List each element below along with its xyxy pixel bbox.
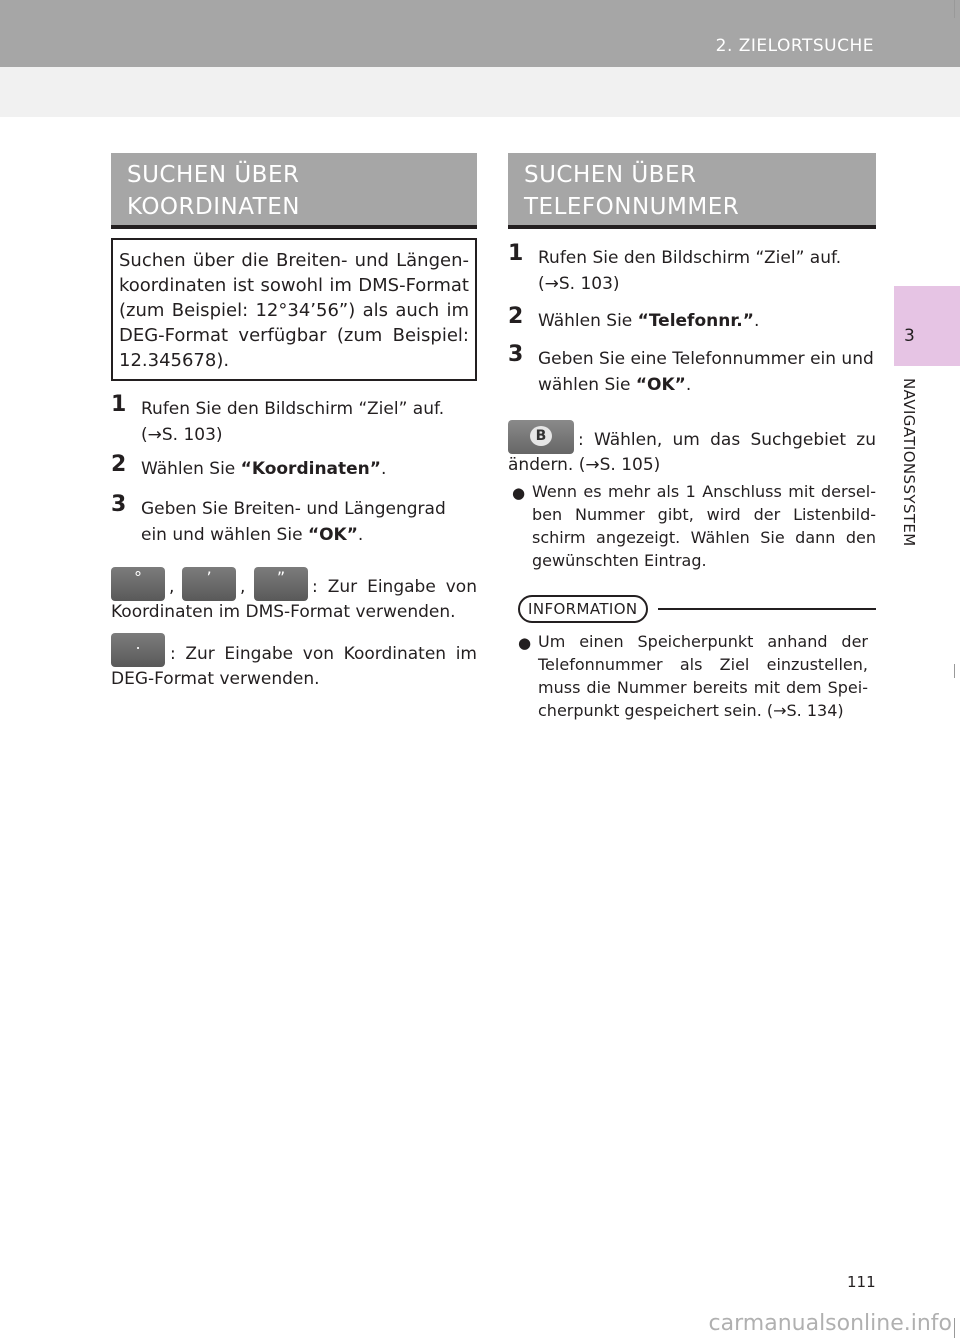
step-text-pre: Geben Sie eine Telefonnummer ein und wählen Sie [538,349,874,395]
watermark: carmanualsonline.info [708,1311,952,1336]
step-text: Rufen Sie den Bildschirm “Ziel” auf. (→S. 103) [141,399,445,445]
crop-mark [954,0,955,18]
search-area-description: : Wählen, um das Suchgebiet zu ändern. (→S. 105) [508,430,876,475]
page-number: 111 [847,1273,876,1291]
step-1-right [508,241,876,297]
step-number: 1 [111,392,127,417]
step-text-bold: “Koordinaten” [240,459,381,479]
step-number: 3 [111,492,127,517]
step-text [141,456,477,482]
chapter-tab[interactable] [894,286,960,366]
step-2-right [508,304,876,336]
chapter-title: 2. ZIELORTSUCHE [715,36,874,56]
step-3-right [508,342,876,398]
crop-mark [954,664,955,678]
step-number: 2 [508,304,524,329]
step-number: 3 [508,342,524,367]
step-text: Rufen Sie den Bildschirm “Ziel” auf. (→S. 103) [538,248,842,294]
button-separator: , [240,577,246,597]
second-button[interactable]: ” [254,567,308,601]
crop-mark [954,1318,955,1338]
step-text-post: . [380,459,387,479]
section-heading-line: SUCHEN ÜBER [524,162,697,188]
info-note [518,630,868,726]
step-number: 2 [111,452,127,477]
step-text-post: . [357,525,364,545]
step-text-pre: Geben Sie Breiten- und Längengrad ein und wählen Sie [141,499,446,545]
step-text-bold: “OK” [307,525,358,545]
section-heading-line: SUCHEN ÜBER [127,162,300,188]
step-3-left [111,492,477,548]
step-text-pre: Wählen Sie [141,459,241,479]
info-divider [658,608,876,610]
header-band [0,0,960,67]
information-label: INFORMATION [518,595,648,623]
step-text-pre: Wählen Sie [538,311,638,331]
section-heading-phone [508,153,876,229]
degree-button[interactable]: ° [111,567,165,601]
multi-line-note [512,480,876,576]
step-number: 1 [508,241,524,266]
header-sub-band [0,67,960,117]
section-heading-coordinates [111,153,477,229]
chapter-tab-label-box [894,378,924,578]
step-text-post: . [753,311,760,331]
multi-line-note-text: Wenn es mehr als 1 Anschluss mit derselben Nummer gibt, wird der Listenbildschirm angezeigt. Wählen Sie dann den gewünschten Eintrag. [532,482,876,570]
chapter-tab-label: NAVIGATIONSSYSTEM [900,378,918,547]
search-area-button-label: B [530,426,552,446]
bullet-icon: ● [518,634,532,652]
step-text [538,308,876,334]
step-text-post: . [685,375,692,395]
section-heading-line: KOORDINATEN [127,194,300,220]
bullet-icon: ● [512,484,526,502]
info-note-text: Um einen Speicherpunkt anhand der Telefonnummer als Ziel einzustellen, muss die Nummer bereits mit dem Speicherpunkt gespeichert sein. (→S. 134) [538,632,868,720]
decimal-point-button[interactable]: . [111,633,165,667]
dms-description: : Zur Eingabe von Koordinaten im DMS-Format verwenden. [111,577,477,622]
chapter-tab-number: 3 [904,326,915,346]
step-text [141,496,477,548]
deg-description: : Zur Eingabe von Koordinaten im DEG-Format verwenden. [111,644,477,689]
minute-button[interactable]: ’ [182,567,236,601]
step-text [538,346,876,398]
intro-box: Suchen über die Breiten- und Längenkoordinaten ist sowohl im DMS-Format (zum Beispiel: 12°34’56”) als auch im DEG-Format verfügbar (zum Beispiel: 12.345678). [111,238,477,381]
step-text-bold: “OK” [635,375,686,395]
step-text-bold: “Telefonnr.” [637,311,754,331]
step-2-left [111,452,477,484]
step-1-left [111,392,477,448]
section-heading-line: TELEFONNUMMER [524,194,740,220]
button-separator: , [169,577,175,597]
